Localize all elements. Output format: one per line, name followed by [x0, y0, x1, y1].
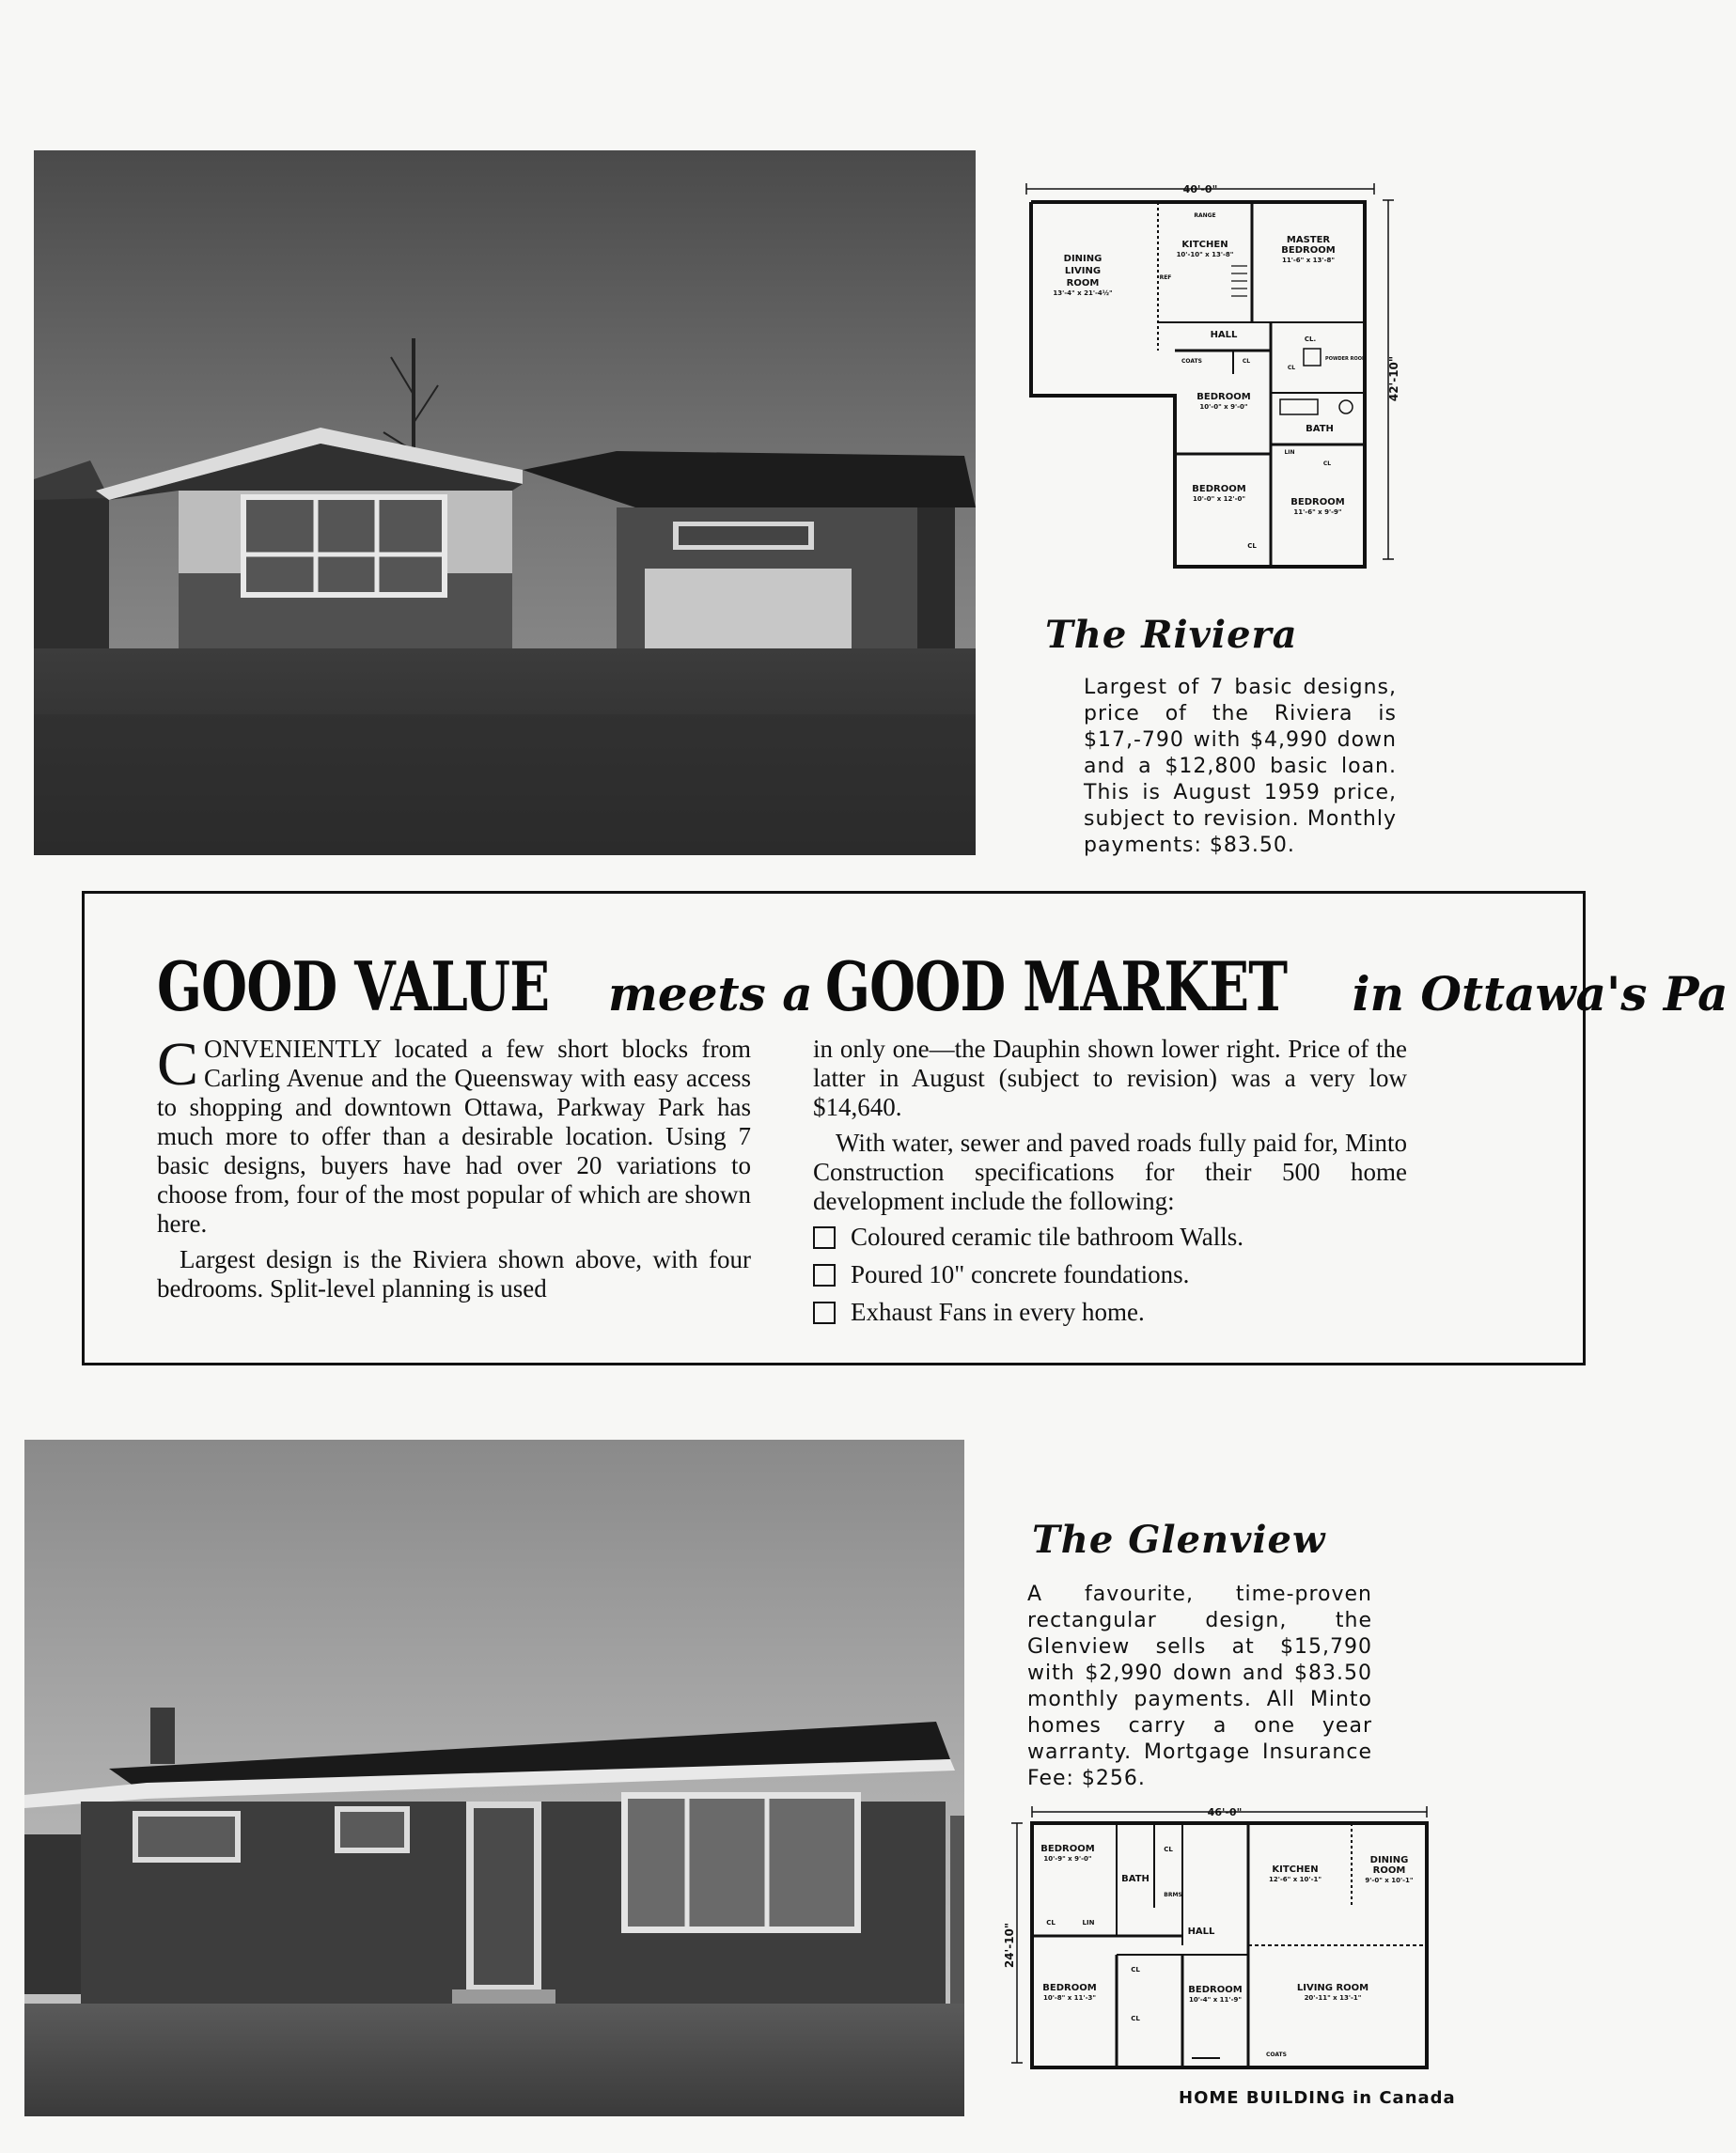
- room-dims: 10'-9" x 9'-0": [1043, 1855, 1092, 1863]
- article-box: [82, 891, 1728, 1365]
- plan-small-label: CL.: [1304, 335, 1317, 343]
- glenview-caption: A favourite, time-proven rectangular design, the Glenview sells at $15,790 with $2,990 down and $83.50 monthly payments. All Minto homes carry a one year warranty. Mortgage Insurance Fee: $256.: [1027, 1583, 1372, 1790]
- headline: [157, 946, 1736, 1026]
- room-label: ROOM: [1066, 278, 1100, 289]
- plan-small-label: BRMS: [1164, 1892, 1182, 1898]
- glenview-title: The Glenview: [1032, 1518, 1326, 1562]
- room-label: KITCHEN: [1181, 240, 1228, 250]
- drop-cap: C: [157, 1030, 199, 1099]
- room-dims: 10'-4" x 11'-9": [1188, 1996, 1243, 2004]
- checklist-item: Poured 10" concrete foundations.: [813, 1260, 1407, 1289]
- article-paragraph: CONVENIENTLY located a few short blocks from Carling Avenue and the Queensway with easy access to shopping and downtown Ottawa, Parkway Park has much more to offer than a desirable location. Using 7 basic designs, buyers have had over 20 variations to choose from, four of the most popular of which are shown here.: [157, 1030, 751, 1238]
- room-dims: 11'-6" x 13'-8": [1281, 257, 1336, 264]
- riviera-plan-depth-label: 42'-10": [1387, 355, 1400, 402]
- riviera-caption: Largest of 7 basic designs, price of the Riviera is $17,-790 with $4,990 down and a $12,800 basic loan. This is August 1959 price, subject to revision. Monthly payments: $83.50.: [1084, 676, 1397, 857]
- glenview-plan-width-label: 46'-0": [1207, 1806, 1243, 1818]
- checkbox-icon: [813, 1302, 836, 1324]
- article-column-1: [157, 1030, 751, 1310]
- headline-meets-a: meets a: [608, 966, 813, 1022]
- room-dims: 10'-10" x 13'-8": [1176, 251, 1234, 258]
- room-label: BEDROOM: [1196, 392, 1251, 402]
- room-label: LIVING: [1064, 266, 1102, 276]
- room-dims: 13'-4" x 21'-4½": [1053, 289, 1113, 297]
- plan-small-label: CL: [1322, 460, 1332, 467]
- publication-footer: HOME BUILDING in Canada: [1179, 2088, 1456, 2108]
- riviera-title: The Riviera: [1045, 613, 1298, 657]
- room-label: DINING: [1369, 1855, 1409, 1865]
- room-label: MASTER: [1286, 235, 1331, 245]
- room-dims: 9'-0" x 10'-1": [1365, 1877, 1414, 1884]
- glenview-plan-depth-label: 24'-10": [1003, 1922, 1016, 1969]
- riviera-photo: [34, 150, 976, 855]
- room-label: BATH: [1306, 424, 1334, 434]
- room-dims: 10'-8" x 11'-3": [1042, 1994, 1097, 2002]
- spec-checklist: [813, 1223, 1407, 1327]
- article-column-2: [813, 1035, 1407, 1335]
- plan-small-label: LIN: [1082, 1919, 1095, 1927]
- plan-small-label: CL: [1287, 365, 1296, 371]
- article-paragraph: Largest design is the Riviera shown above, with four bedrooms. Split-level planning is used: [157, 1245, 751, 1303]
- room-label: BEDROOM: [1290, 497, 1345, 507]
- room-label: ROOM: [1372, 1865, 1406, 1876]
- room-label: BEDROOM: [1042, 1983, 1097, 1993]
- plan-small-label: POWDER ROOM: [1325, 356, 1367, 362]
- room-dims: 20'-11" x 13'-1": [1304, 1994, 1362, 2002]
- glenview-floor-plan: [1004, 1804, 1436, 2077]
- glenview-photo: [24, 1440, 964, 2116]
- room-label: KITCHEN: [1272, 1864, 1319, 1875]
- room-label: HALL: [1187, 1927, 1215, 1937]
- room-label: HALL: [1210, 330, 1238, 340]
- room-dims: 11'-6" x 9'-9": [1293, 508, 1342, 516]
- room-label: BEDROOM: [1192, 484, 1246, 494]
- room-dims: 10'-0" x 12'-0": [1192, 495, 1246, 503]
- article-paragraph: With water, sewer and paved roads fully paid for, Minto Construction specifications for their 500 home development include the following:: [813, 1129, 1407, 1215]
- room-label: DINING: [1063, 254, 1103, 264]
- plan-small-label: CL: [1046, 1919, 1056, 1927]
- room-dims: 10'-0" x 9'-0": [1199, 403, 1248, 411]
- plan-small-label: CL: [1164, 1846, 1173, 1853]
- plan-small-label: COATS: [1266, 2052, 1287, 2058]
- plan-small-label: COATS: [1181, 358, 1202, 365]
- room-label: BEDROOM: [1281, 245, 1336, 256]
- room-dims: 12'-6" x 10'-1": [1268, 1876, 1322, 1883]
- checklist-item: Coloured ceramic tile bathroom Walls.: [813, 1223, 1407, 1252]
- riviera-floor-plan: [1017, 181, 1402, 571]
- room-label: LIVING ROOM: [1296, 1983, 1369, 1993]
- room-label: BEDROOM: [1040, 1844, 1095, 1854]
- checklist-item: Exhaust Fans in every home.: [813, 1298, 1407, 1327]
- plan-small-label: LIN: [1284, 449, 1295, 456]
- plan-small-label: CL: [1131, 2015, 1140, 2022]
- plan-small-label: CL: [1247, 542, 1257, 550]
- plan-small-label: CL: [1131, 1966, 1140, 1974]
- headline-good-market: GOOD MARKET: [824, 946, 1287, 1026]
- headline-good-value: GOOD VALUE: [157, 946, 550, 1026]
- article-paragraph: in only one—the Dauphin shown lower right. Price of the latter in August (subject to revision) was a very low $14,640.: [813, 1035, 1407, 1121]
- checkbox-icon: [813, 1226, 836, 1249]
- riviera-plan-width-label: 40'-0": [1182, 183, 1218, 195]
- plan-small-label: RANGE: [1194, 212, 1216, 219]
- plan-small-label: CL: [1242, 358, 1251, 365]
- checkbox-icon: [813, 1264, 836, 1287]
- headline-in-ottawas: in Ottawa's Pa: [1352, 966, 1728, 1022]
- plan-small-label: REF: [1159, 274, 1172, 281]
- room-label: BEDROOM: [1188, 1985, 1243, 1995]
- room-label: BATH: [1121, 1874, 1150, 1884]
